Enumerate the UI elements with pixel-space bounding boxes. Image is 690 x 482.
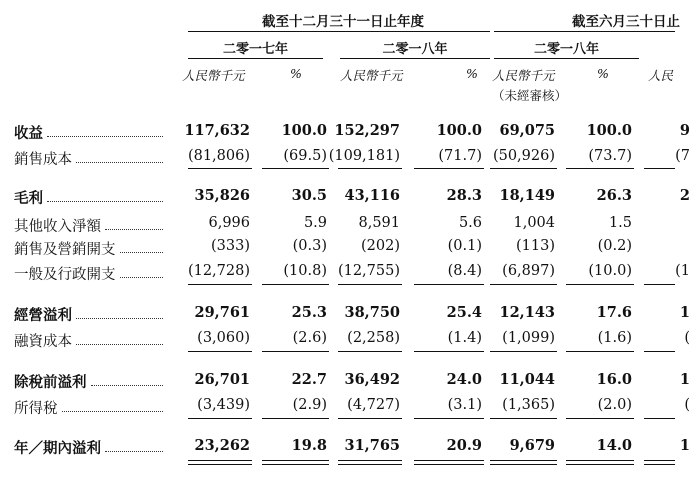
table-cell: 69,075 <box>499 122 555 139</box>
table-cell: 14.0 <box>596 437 632 454</box>
dot-leader <box>105 229 163 230</box>
table-cell: (50,926) <box>492 148 555 164</box>
total-double-rule <box>188 464 252 465</box>
unit-rmb-2: 人民幣千元 <box>340 68 403 83</box>
table-cell: (202) <box>361 238 400 254</box>
subtotal-rule <box>338 168 402 169</box>
table-cell: (4,727) <box>347 397 400 413</box>
table-cell: (333) <box>211 238 250 254</box>
table-cell: 100.0 <box>586 122 632 139</box>
unit-pct-2: % <box>466 66 478 81</box>
row-label: 融資成本 <box>14 334 72 350</box>
dot-leader <box>47 201 163 202</box>
table-cell: 31,765 <box>344 437 400 454</box>
table-cell: (109,181) <box>328 148 400 164</box>
table-cell: (10.8) <box>283 263 327 279</box>
dot-leader <box>76 344 163 345</box>
rule-six-months <box>494 31 675 32</box>
total-double-rule <box>490 464 557 465</box>
dot-leader <box>62 411 164 412</box>
row-label: 其他收入淨額 <box>14 219 101 235</box>
table-cell: (0.1) <box>447 238 482 254</box>
row-label: 年／期內溢利 <box>14 440 101 457</box>
table-cell: (113) <box>516 238 555 254</box>
table-cell: (1.4) <box>447 330 482 346</box>
table-cell: (2.6) <box>292 330 327 346</box>
total-double-rule <box>414 460 484 461</box>
dot-leader <box>120 277 164 278</box>
table-cell: (1.6) <box>597 330 632 346</box>
table-cell: (2.0) <box>597 397 632 413</box>
row-label: 一般及行政開支 <box>14 267 116 283</box>
total-double-rule <box>566 464 634 465</box>
table-cell: 18,149 <box>499 187 555 204</box>
table-cell: 22.7 <box>291 371 327 388</box>
subtotal-rule <box>338 418 402 419</box>
subtotal-rule <box>490 351 557 352</box>
year-2017: 二零一七年 <box>222 42 288 57</box>
total-double-rule <box>644 460 675 461</box>
row-label: 毛利 <box>14 190 43 207</box>
subtotal-rule <box>414 284 484 285</box>
subtotal-rule <box>338 351 402 352</box>
table-cell: (81,806) <box>187 148 250 164</box>
subtotal-rule <box>644 351 675 352</box>
table-cell: 117,632 <box>184 122 250 139</box>
table-cell: ( <box>684 330 690 346</box>
table-cell: 1 <box>679 304 690 321</box>
table-cell: 1 <box>679 371 690 388</box>
table-cell: 28.3 <box>446 187 482 204</box>
total-double-rule <box>490 460 557 461</box>
unit-pct-3: % <box>597 66 609 81</box>
total-double-rule <box>644 464 675 465</box>
table-cell: 26.3 <box>596 187 632 204</box>
row-label: 銷售成本 <box>14 152 72 168</box>
table-cell: (0.2) <box>597 238 632 254</box>
subtotal-rule <box>188 284 252 285</box>
header-year-ended: 截至十二月三十一日止年度 <box>262 14 424 30</box>
subtotal-rule <box>262 284 329 285</box>
year-2018: 二零一八年 <box>382 42 448 57</box>
subtotal-rule <box>262 418 329 419</box>
table-cell: 25.4 <box>446 304 482 321</box>
table-cell: 24.0 <box>446 371 482 388</box>
table-cell: (8.4) <box>447 263 482 279</box>
subtotal-rule <box>188 418 252 419</box>
table-cell: 9 <box>679 122 690 139</box>
table-cell: 8,591 <box>358 215 400 231</box>
subtotal-rule <box>566 168 634 169</box>
total-double-rule <box>262 460 329 461</box>
subtotal-rule <box>262 351 329 352</box>
table-cell: (12,755) <box>337 263 400 279</box>
table-cell: (1,099) <box>502 330 555 346</box>
row-label: 收益 <box>14 125 43 142</box>
header-six-months: 截至六月三十日止 <box>572 14 680 30</box>
row-label: 經營溢利 <box>14 307 72 324</box>
table-cell: 20.9 <box>446 437 482 454</box>
table-cell: 5.6 <box>458 215 482 231</box>
rule-2018-six <box>494 58 639 59</box>
table-cell: (2.9) <box>292 397 327 413</box>
dot-leader <box>105 451 163 452</box>
table-cell: 29,761 <box>194 304 250 321</box>
subtotal-rule <box>338 284 402 285</box>
table-cell: (1 <box>675 263 690 279</box>
table-cell: (3,439) <box>197 397 250 413</box>
table-cell: (1,365) <box>502 397 555 413</box>
dot-leader <box>76 162 163 163</box>
table-cell: (10.0) <box>588 263 632 279</box>
dot-leader <box>76 318 163 319</box>
subtotal-rule <box>188 351 252 352</box>
subtotal-rule <box>644 284 675 285</box>
table-cell: 16.0 <box>596 371 632 388</box>
row-label: 銷售及營銷開支 <box>14 242 116 258</box>
table-cell: 152,297 <box>334 122 400 139</box>
subtotal-rule <box>490 168 557 169</box>
table-cell: 6,996 <box>208 215 250 231</box>
table-cell: (3,060) <box>197 330 250 346</box>
table-cell: 26,701 <box>194 371 250 388</box>
subtotal-rule <box>566 284 634 285</box>
year-2018-six-months: 二零一八年 <box>533 42 599 57</box>
unit-pct-1: % <box>290 66 302 81</box>
table-cell: ( <box>684 397 690 413</box>
table-cell: 43,116 <box>344 187 400 204</box>
total-double-rule <box>188 460 252 461</box>
table-cell: 100.0 <box>436 122 482 139</box>
table-cell: (0.3) <box>292 238 327 254</box>
total-double-rule <box>338 460 402 461</box>
table-cell: (3.1) <box>447 397 482 413</box>
table-cell: 11,044 <box>499 371 555 388</box>
table-cell: 5.9 <box>303 215 327 231</box>
subtotal-rule <box>262 168 329 169</box>
subtotal-rule <box>490 284 557 285</box>
table-cell: 36,492 <box>344 371 400 388</box>
rule-2018 <box>340 58 490 59</box>
table-cell: 35,826 <box>194 187 250 204</box>
table-cell: (12,728) <box>187 263 250 279</box>
table-cell: 30.5 <box>291 187 327 204</box>
table-cell: 1,004 <box>513 215 555 231</box>
unit-rmb-1: 人民幣千元 <box>182 68 245 83</box>
dot-leader <box>47 136 163 137</box>
table-cell: 1.5 <box>608 215 632 231</box>
table-cell: (7 <box>675 148 690 164</box>
dot-leader <box>120 252 164 253</box>
table-cell: (73.7) <box>588 148 632 164</box>
table-cell: 23,262 <box>194 437 250 454</box>
subtotal-rule <box>414 418 484 419</box>
rule-year-ended <box>188 31 490 32</box>
total-double-rule <box>262 464 329 465</box>
subtotal-rule <box>644 168 675 169</box>
table-cell: 25.3 <box>291 304 327 321</box>
subtotal-rule <box>188 168 252 169</box>
subtotal-rule <box>644 418 675 419</box>
unit-unaudited: （未經審核） <box>492 88 568 103</box>
table-cell: (69.5) <box>283 148 327 164</box>
row-label: 所得稅 <box>14 401 58 417</box>
dot-leader <box>91 385 164 386</box>
unit-rmb-3: 人民幣千元 <box>492 68 555 83</box>
rule-2017 <box>188 58 323 59</box>
table-cell: (6,897) <box>502 263 555 279</box>
table-cell: 100.0 <box>281 122 327 139</box>
total-double-rule <box>566 460 634 461</box>
subtotal-rule <box>566 351 634 352</box>
table-cell: 1 <box>679 437 690 454</box>
table-cell: (71.7) <box>438 148 482 164</box>
subtotal-rule <box>566 418 634 419</box>
table-cell: 38,750 <box>344 304 400 321</box>
table-cell: (2,258) <box>347 330 400 346</box>
table-cell: 2 <box>679 187 690 204</box>
total-double-rule <box>338 464 402 465</box>
subtotal-rule <box>414 351 484 352</box>
subtotal-rule <box>490 418 557 419</box>
row-label: 除稅前溢利 <box>14 374 87 391</box>
total-double-rule <box>414 464 484 465</box>
subtotal-rule <box>414 168 484 169</box>
table-cell: 19.8 <box>291 437 327 454</box>
table-cell: 17.6 <box>596 304 632 321</box>
table-cell: 12,143 <box>499 304 555 321</box>
unit-rmb-4: 人民 <box>648 68 674 83</box>
table-cell: 9,679 <box>509 437 555 454</box>
